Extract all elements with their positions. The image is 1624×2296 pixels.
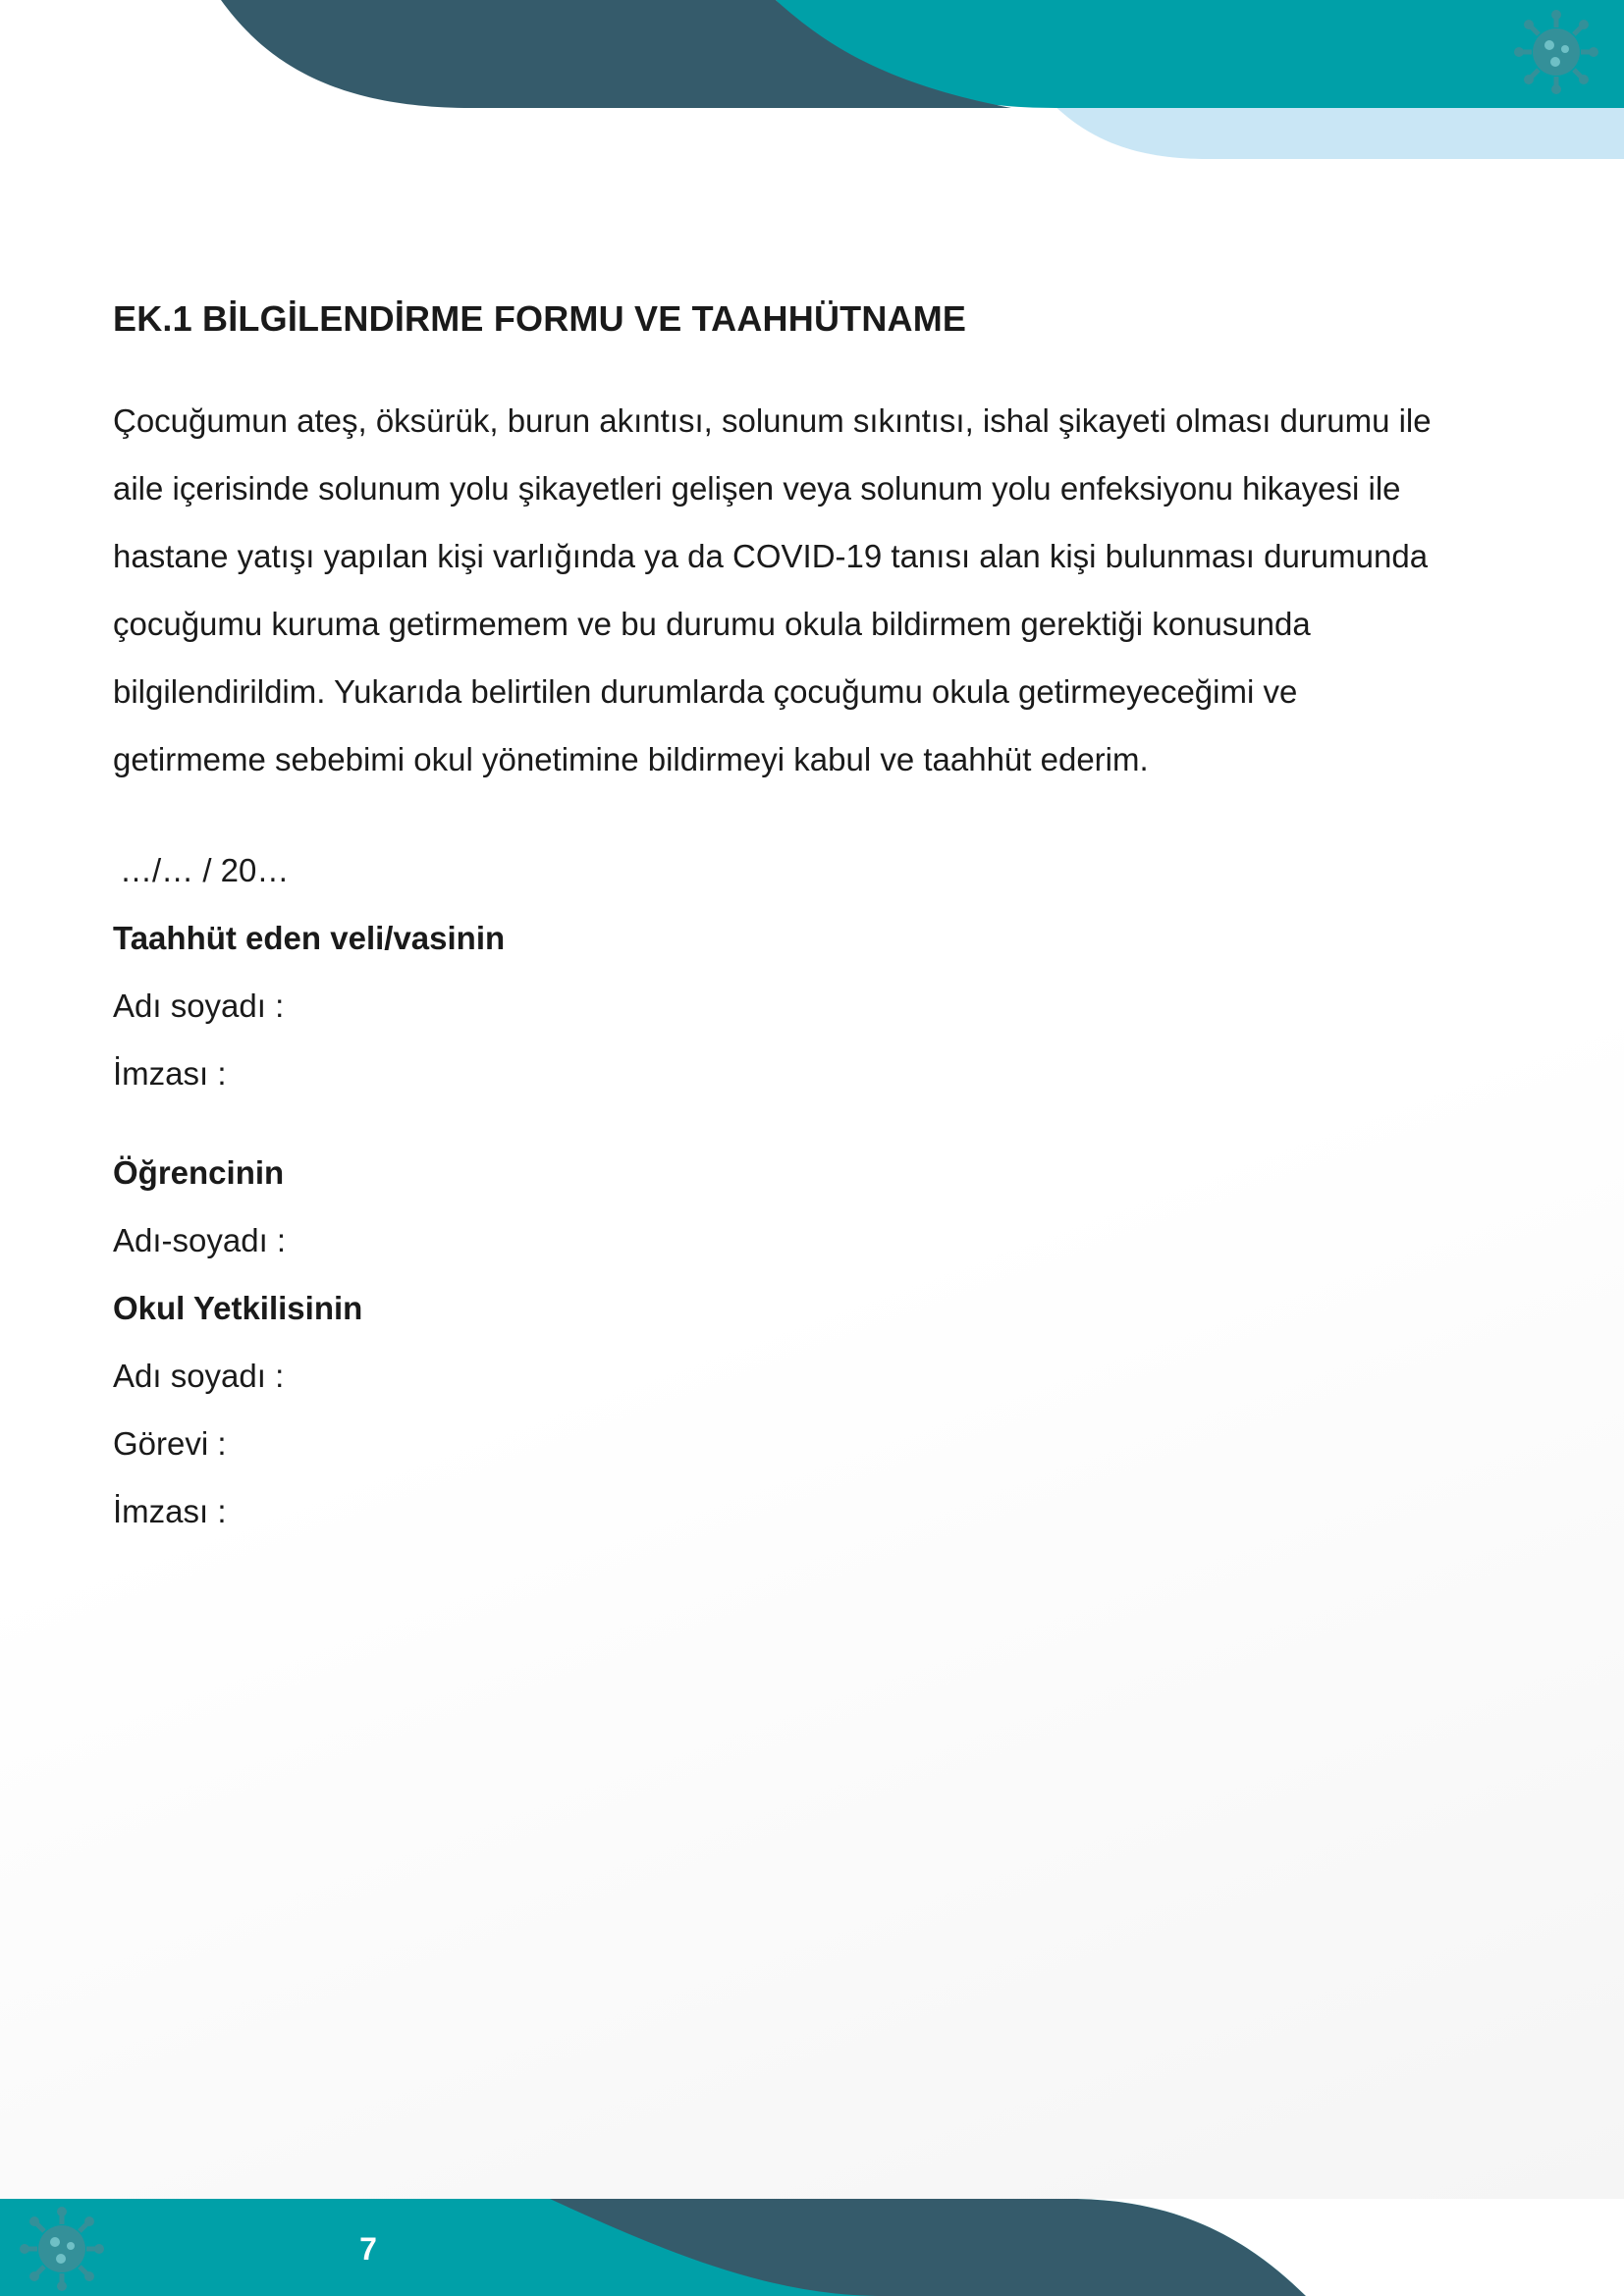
document-title: EK.1 BİLGİLENDİRME FORMU VE TAAHHÜTNAME [113, 298, 967, 339]
school-official-role-label: Görevi : [113, 1425, 227, 1462]
page-number: 7 [359, 2231, 377, 2267]
paragraph-line: bilgilendirildim. Yukarıda belirtilen durumlarda çocuğumu okula getirmeyeceğimi ve [113, 673, 1298, 710]
virus-icon [1512, 8, 1600, 96]
school-official-name-label: Adı soyadı : [113, 1358, 285, 1394]
school-official-signature-label: İmzası : [113, 1493, 227, 1529]
paragraph-line: Çocuğumun ateş, öksürük, burun akıntısı, solunum sıkıntısı, ishal şikayeti olması durumu ile [113, 402, 1432, 439]
form-content [113, 294, 1527, 1545]
footer-wave-decoration [0, 2199, 1624, 2296]
date-placeholder: …/… / 20… [120, 852, 290, 888]
guardian-name-label: Adı soyadı : [113, 988, 285, 1024]
paragraph-line: çocuğumu kuruma getirmemem ve bu durumu okula bildirmem gerektiği konusunda [113, 606, 1311, 642]
header-wave-decoration [0, 0, 1624, 167]
guardian-signature-label: İmzası : [113, 1055, 227, 1092]
paragraph-line: getirmeme sebebimi okul yönetimine bildirmeyi kabul ve taahhüt ederim. [113, 741, 1149, 777]
school-official-heading: Okul Yetkilisinin [113, 1290, 363, 1326]
guardian-heading: Taahhüt eden veli/vasinin [113, 920, 506, 956]
student-heading: Öğrencinin [113, 1154, 285, 1191]
paragraph-line: aile içerisinde solunum yolu şikayetleri gelişen veya solunum yolu enfeksiyonu hikayesi ile [113, 470, 1401, 507]
paragraph-line: hastane yatışı yapılan kişi varlığında ya da COVID-19 tanısı alan kişi bulunması durumunda [113, 538, 1429, 574]
consent-paragraph [113, 387, 1527, 793]
student-name-label: Adı-soyadı : [113, 1222, 287, 1258]
virus-icon [18, 2205, 106, 2293]
